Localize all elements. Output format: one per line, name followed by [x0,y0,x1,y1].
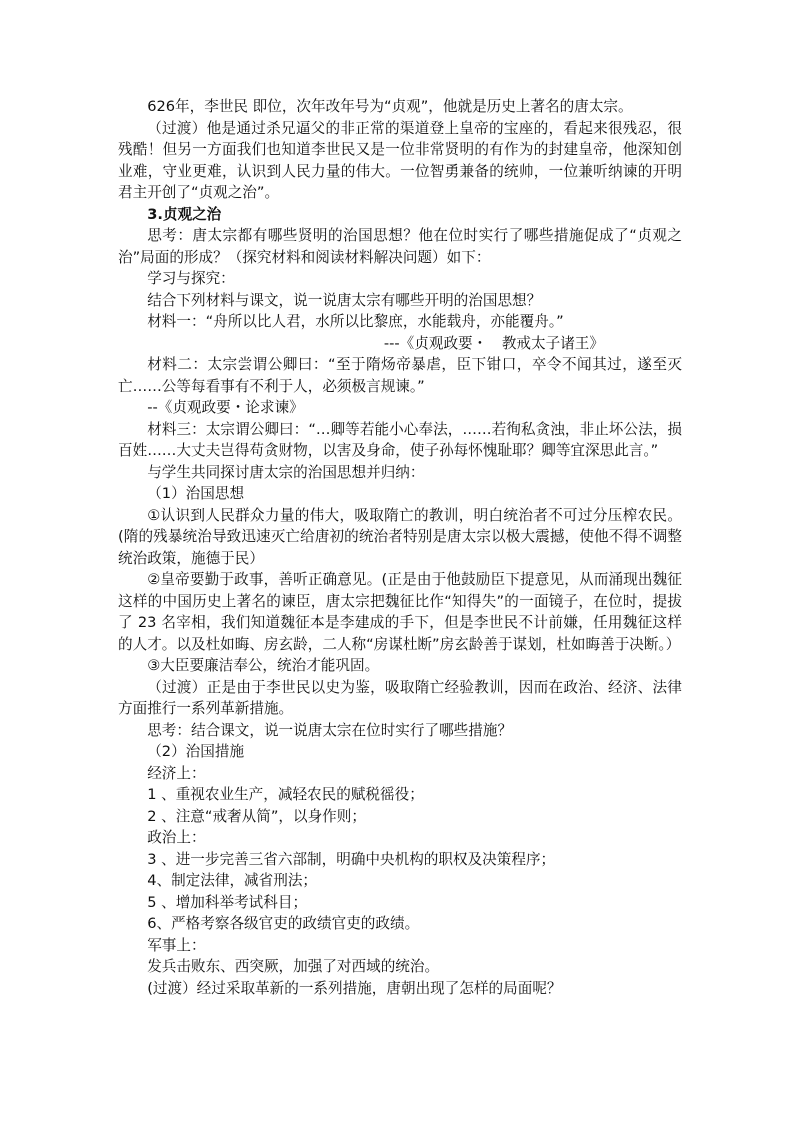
measure-5: 5 、增加科举考试科目； [147,893,308,911]
material-1-source: ---《贞观政要・ 教戒太子诸王》 [383,334,604,352]
measure-4: 4、制定法律，减省刑法； [147,872,318,889]
subheading-measures: （2）治国措施 [147,743,245,760]
material-2-source: --《贞观政要・论求谏》 [147,399,304,416]
paragraph-accession: 626年，李世民 即位，次年改年号为“贞观”，他就是历史上著名的唐太宗。 [147,98,633,115]
material-2: 材料二：太宗尝谓公卿曰：“至于隋炀帝暴虐，臣下钳口，卒令不闻其过，遂至灭亡……公等每看事有不利于人，必须极言规谏。” [118,356,682,395]
section-heading-zhenguan: 3.贞观之治 [147,205,222,223]
discussion-intro: 与学生共同探讨唐太宗的治国思想并归纳： [147,463,425,481]
task-combine: 结合下列材料与课文，说一说唐太宗有哪些开明的治国思想？ [147,291,542,309]
measure-3: 3 、进一步完善三省六部制，明确中央机构的职权及决策程序； [147,850,556,868]
question-think-2: 思考：结合课文，说一说唐太宗在位时实行了哪些措施？ [147,721,513,739]
label-politics: 政治上： [147,829,206,846]
question-think-1: 思考：唐太宗都有哪些贤明的治国思想？他在位时实行了哪些措施促成了“贞观之治”局面的形成？（探究材料和阅读材料解决问题）如下： [118,227,682,266]
paragraph-transition-3: (过渡）经过采取革新的一系列措施，唐朝出现了怎样的局面呢？ [147,979,562,997]
idea-1: ①认识到人民群众力量的伟大，吸取隋亡的教训，明白统治者不可过分压榨农民。(隋的残暴统治导致迅速灭亡给唐初的统治者特别是唐太宗以极大震撼，使他不得不调整统治政策，施德于民） [118,506,682,567]
idea-2: ②皇帝要勤于政事，善听正确意见。(正是由于他鼓励臣下提意见，从而涌现出魏征这样的中国历史上著名的谏臣，唐太宗把魏征比作“知得失”的一面镜子，在位时，提拔了 23 名宰相，我们知道魏征本是李建成的手下，但是李世民不计前嫌，任用魏征这样的人才。以及杜如晦、房玄龄，二人称“房谋杜断”房玄龄善于谋划，杜如晦善于决断。） [118,571,682,653]
measure-1: 1 、重视农业生产，减轻农民的赋税徭役； [147,786,424,803]
study-label: 学习与探究： [147,270,235,287]
military-measure: 发兵击败东、西突厥，加强了对西域的统治。 [147,958,440,975]
paragraph-transition-1: （过渡）他是通过杀兄逼父的非正常的渠道登上皇帝的宝座的，看起来很残忍，很残酷！但另一方面我们也知道李世民又是一位非常贤明的有作为的封建皇帝，他深知创业难，守业更难，认识到人民力量的伟大。一位智勇兼备的统帅，一位兼听纳谏的开明君主开创了“贞观之治”。 [118,119,682,201]
material-1: 材料一：“舟所以比人君，水所以比黎庶，水能载舟，亦能覆舟。” [147,313,564,330]
paragraph-transition-2: （过渡）正是由于李世民以史为鉴，吸取隋亡经验教训，因而在政治、经济、法律方面推行一系列革新措施。 [118,678,682,717]
label-military: 军事上： [147,936,206,954]
idea-3: ③大臣要廉洁奉公，统治才能巩固。 [147,657,380,674]
measure-2: 2 、注意“戒奢从简”，以身作则； [147,807,366,825]
label-economy: 经济上： [147,764,206,782]
subheading-governing-ideas: （1）治国思想 [147,485,245,502]
document-page [118,96,682,999]
measure-6: 6、严格考察各级官吏的政绩官吏的政绩。 [147,915,420,932]
material-3: 材料三：太宗谓公卿曰：“…卿等若能小心奉法，……若徇私贪浊，非止坏公法，损百姓……大丈夫岂得苟贪财物，以害及身命，使子孙每怀愧耻耶？卿等宜深思此言。” [118,420,682,459]
